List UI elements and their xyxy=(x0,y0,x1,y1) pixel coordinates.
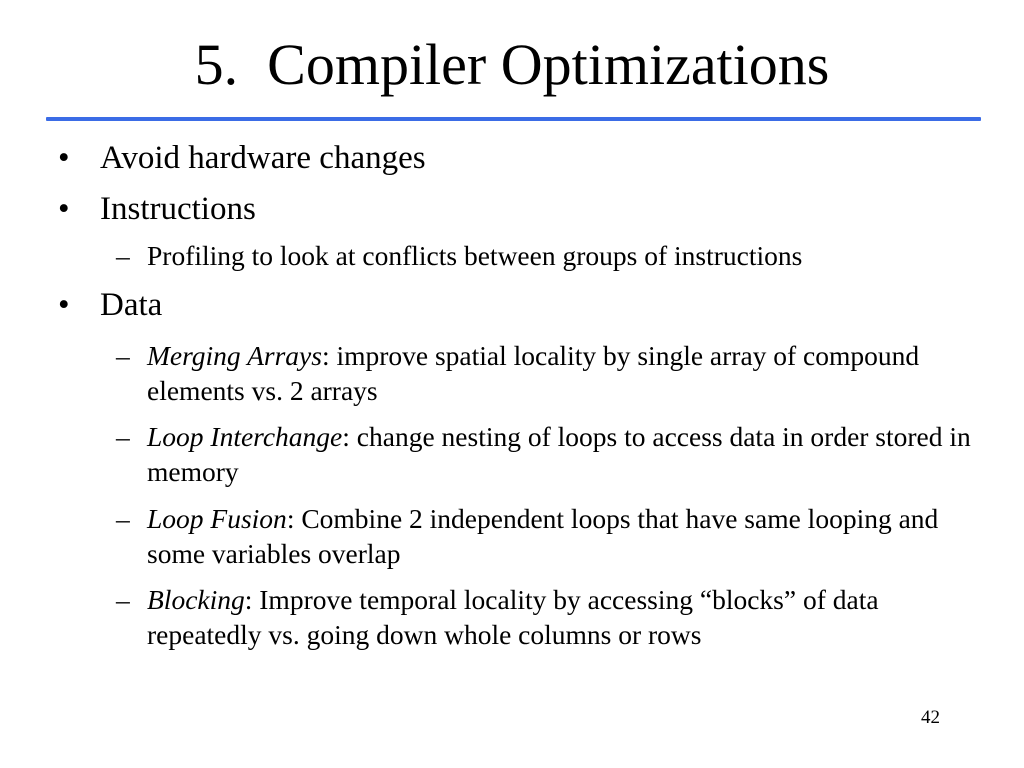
term-label: Loop Fusion xyxy=(147,503,287,534)
title-divider xyxy=(46,117,981,121)
dash-icon: – xyxy=(116,240,130,271)
sub-bullet-text: Profiling to look at conflicts between groups of instructions xyxy=(147,240,803,271)
bullet-text: Avoid hardware changes xyxy=(100,140,426,176)
dash-icon: – xyxy=(116,503,130,534)
term-description: : change nesting of loops to access data in order stored in memory xyxy=(147,421,971,487)
sub-bullet-item xyxy=(116,338,976,408)
bullet-icon: • xyxy=(58,287,70,323)
term-description: : improve spatial locality by single array of compound elements vs. 2 arrays xyxy=(147,340,920,406)
term-description: : Combine 2 independent loops that have same looping and some variables overlap xyxy=(147,503,939,569)
sub-bullet-item xyxy=(116,501,976,571)
sub-bullet-item xyxy=(116,238,976,273)
page-number: 42 xyxy=(921,707,940,728)
sub-bullet-item xyxy=(116,419,976,489)
dash-icon: – xyxy=(116,584,130,615)
dash-icon: – xyxy=(116,421,130,452)
bullet-icon: • xyxy=(58,140,70,176)
bullet-text: Data xyxy=(100,287,163,323)
term-label: Merging Arrays xyxy=(147,340,322,371)
term-description: : Improve temporal locality by accessing “blocks” of data repeatedly vs. going down whole columns or rows xyxy=(147,584,879,650)
term-label: Blocking xyxy=(147,584,245,615)
term-label: Loop Interchange xyxy=(147,421,343,452)
slide-title: 5. Compiler Optimizations xyxy=(194,32,830,97)
bullet-icon: • xyxy=(58,191,70,227)
dash-icon: – xyxy=(116,340,130,371)
bullet-text: Instructions xyxy=(100,191,256,227)
sub-bullet-item xyxy=(116,582,976,652)
